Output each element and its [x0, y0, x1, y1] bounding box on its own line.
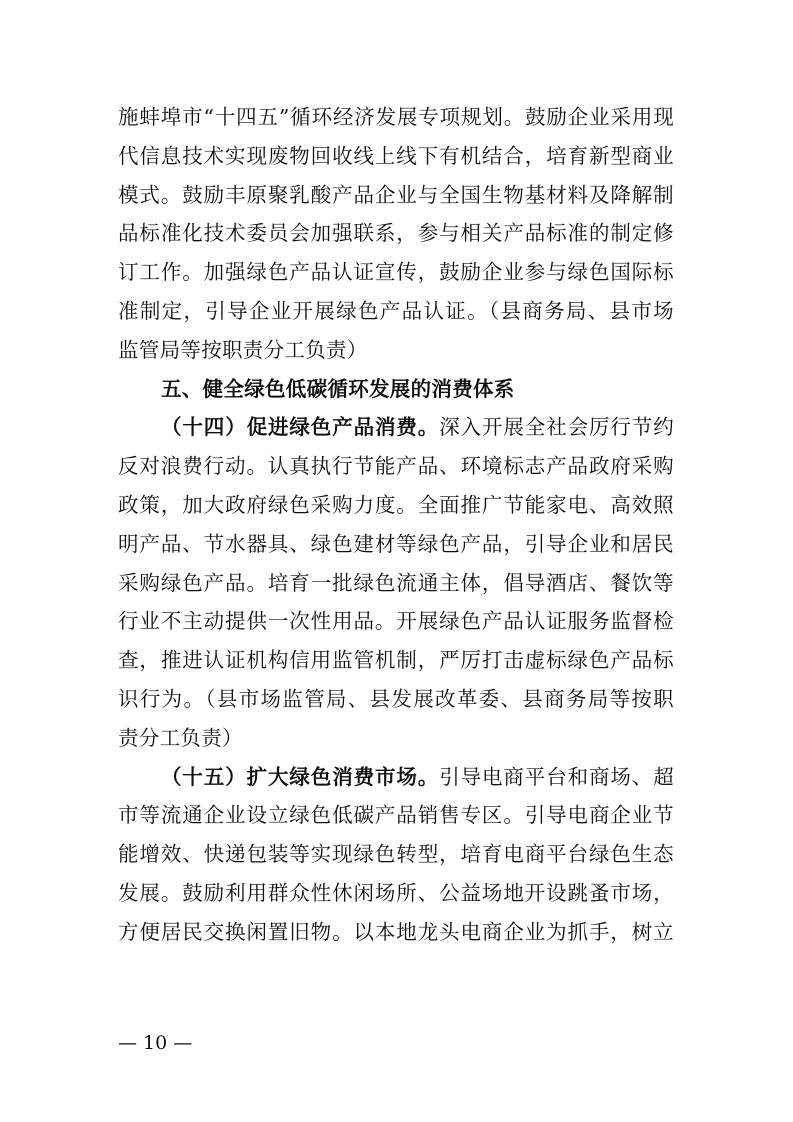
text-line	[118, 758, 674, 797]
text-line: 监管局等按职责分工负责）	[118, 337, 368, 362]
section-14	[118, 408, 674, 757]
text-line: 方便居民交换闲置旧物。以本地龙头电商企业为抓手，树立	[118, 919, 674, 944]
text-line: 识行为。（县市场监管局、县发展改革委、县商务局等按职	[118, 686, 674, 711]
text-line: 政策，加大政府绿色采购力度。全面推广节能家电、高效照	[118, 492, 674, 517]
text-line: 能增效、快递包装等实现绿色转型，培育电商平台绿色生态	[118, 842, 674, 867]
text-line: 模式。鼓励丰原聚乳酸产品企业与全国生物基材料及降解制	[118, 182, 674, 207]
section-14-first-text: 深入开展全社会厉行节约	[439, 415, 674, 440]
section-14-title: （十四）促进绿色产品消费。	[161, 415, 440, 440]
text-line: 责分工负责）	[118, 725, 243, 750]
text-line: 品标准化技术委员会加强联系，参与相关产品标准的制定修	[118, 221, 674, 246]
text-line: 市等流通企业设立绿色低碳产品销售专区。引导电商企业节	[118, 803, 674, 828]
section-15-title: （十五）扩大绿色消费市场。	[161, 764, 440, 789]
section-15	[118, 758, 674, 952]
text-line: 准制定，引导企业开展绿色产品认证。（县商务局、县市场	[118, 298, 674, 323]
paragraph-1	[118, 98, 674, 370]
document-body	[118, 98, 674, 952]
text-line: 查，推进认证机构信用监管机制，严厉打击虚标绿色产品标	[118, 648, 674, 673]
text-line: 代信息技术实现废物回收线上线下有机结合，培育新型商业	[118, 143, 674, 168]
text-line: 明产品、节水器具、绿色建材等绿色产品，引导企业和居民	[118, 531, 674, 556]
text-line: 行业不主动提供一次性用品。开展绿色产品认证服务监督检	[118, 609, 674, 634]
text-line: 反对浪费行动。认真执行节能产品、环境标志产品政府采购	[118, 454, 674, 479]
section-15-first-text: 引导电商平台和商场、超	[439, 764, 674, 789]
text-line	[118, 408, 674, 447]
text-line: 采购绿色产品。培育一批绿色流通主体，倡导酒店、餐饮等	[118, 570, 674, 595]
text-line: 订工作。加强绿色产品认证宣传，鼓励企业参与绿色国际标	[118, 260, 674, 285]
text-line: 施蚌埠市“十四五”循环经济发展专项规划。鼓励企业采用现	[118, 105, 674, 129]
page-number: — 10 —	[118, 1032, 193, 1054]
section-heading: 五、健全绿色低碳循环发展的消费体系	[161, 376, 515, 401]
text-line: 发展。鼓励利用群众性休闲场所、公益场地开设跳蚤市场，	[118, 880, 674, 905]
